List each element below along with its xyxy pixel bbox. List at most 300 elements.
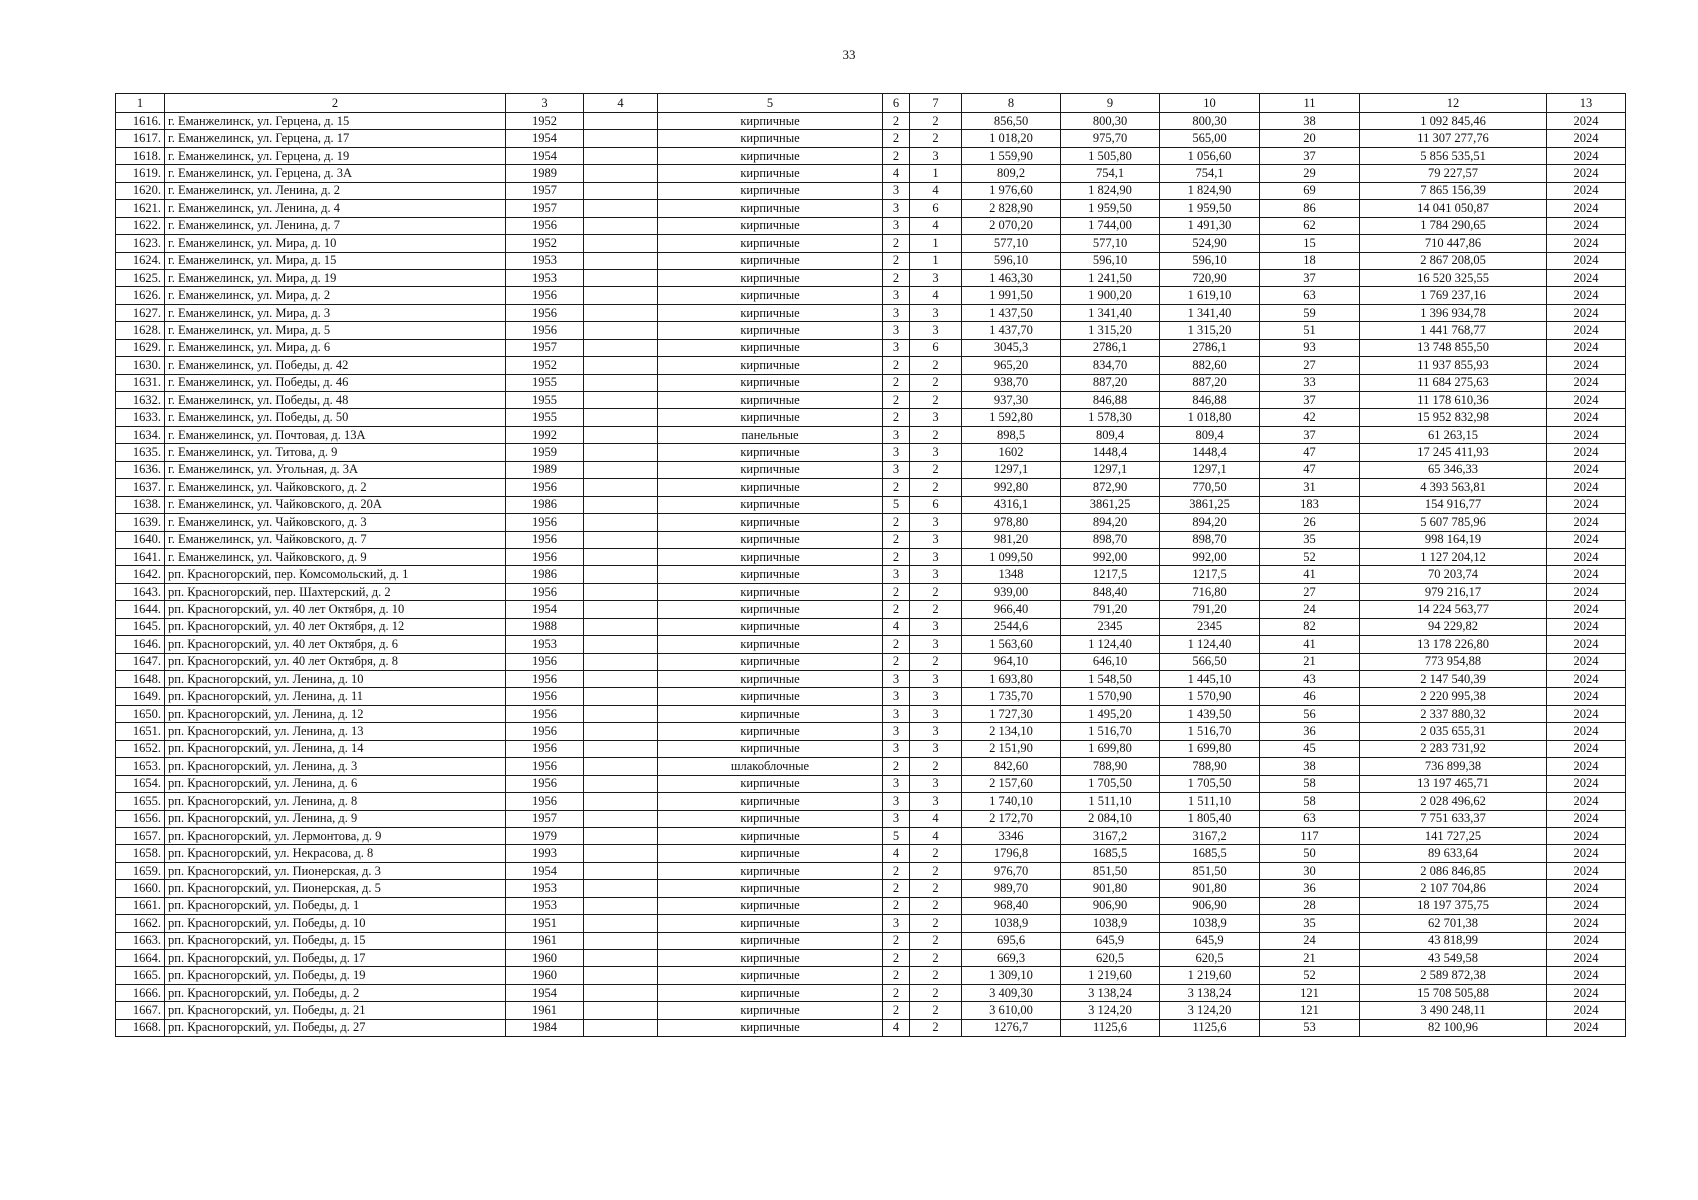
table-row xyxy=(116,862,1626,879)
table-cell-col-7: 3 xyxy=(910,409,962,426)
table-row xyxy=(116,252,1626,269)
table-cell-col-10: 770,50 xyxy=(1160,479,1260,496)
table-cell-col-2: рп. Красногорский, ул. 40 лет Октября, д. 12 xyxy=(165,618,506,635)
table-cell-col-7: 2 xyxy=(910,113,962,130)
table-cell-col-2: г. Еманжелинск, ул. Мира, д. 2 xyxy=(165,287,506,304)
table-row xyxy=(116,880,1626,897)
table-cell-col-5: кирпичные xyxy=(658,357,883,374)
table-cell-col-7: 6 xyxy=(910,339,962,356)
table-cell-col-12: 2 028 496,62 xyxy=(1360,793,1547,810)
table-cell-col-1: 1622. xyxy=(116,217,165,234)
table-cell-col-7: 2 xyxy=(910,1002,962,1019)
table-cell-col-7: 3 xyxy=(910,775,962,792)
table-cell-col-13: 2024 xyxy=(1547,566,1626,583)
table-cell-col-5: панельные xyxy=(658,426,883,443)
table-cell-col-9: 1 219,60 xyxy=(1061,967,1160,984)
table-cell-col-2: рп. Красногорский, ул. Победы, д. 27 xyxy=(165,1019,506,1036)
table-row xyxy=(116,479,1626,496)
table-cell-col-13: 2024 xyxy=(1547,967,1626,984)
table-cell-col-7: 3 xyxy=(910,444,962,461)
table-cell-col-13: 2024 xyxy=(1547,845,1626,862)
table-cell-col-4 xyxy=(584,810,658,827)
table-cell-col-10: 1 824,90 xyxy=(1160,182,1260,199)
table-cell-col-11: 35 xyxy=(1260,531,1360,548)
table-cell-col-13: 2024 xyxy=(1547,671,1626,688)
table-cell-col-7: 3 xyxy=(910,705,962,722)
table-cell-col-11: 93 xyxy=(1260,339,1360,356)
table-cell-col-10: 1685,5 xyxy=(1160,845,1260,862)
table-cell-col-1: 1647. xyxy=(116,653,165,670)
table-cell-col-7: 2 xyxy=(910,392,962,409)
table-cell-col-3: 1954 xyxy=(506,147,584,164)
table-cell-col-9: 1 578,30 xyxy=(1061,409,1160,426)
table-cell-col-2: г. Еманжелинск, ул. Мира, д. 6 xyxy=(165,339,506,356)
table-cell-col-7: 4 xyxy=(910,217,962,234)
table-header-row xyxy=(116,94,1626,113)
table-cell-col-10: 898,70 xyxy=(1160,531,1260,548)
table-cell-col-8: 965,20 xyxy=(962,357,1061,374)
table-cell-col-4 xyxy=(584,653,658,670)
table-cell-col-7: 3 xyxy=(910,566,962,583)
table-cell-col-4 xyxy=(584,322,658,339)
table-cell-col-4 xyxy=(584,548,658,565)
table-cell-col-3: 1957 xyxy=(506,339,584,356)
table-cell-col-12: 736 899,38 xyxy=(1360,758,1547,775)
table-cell-col-8: 577,10 xyxy=(962,235,1061,252)
table-cell-col-9: 894,20 xyxy=(1061,514,1160,531)
table-cell-col-5: кирпичные xyxy=(658,880,883,897)
table-cell-col-3: 1989 xyxy=(506,461,584,478)
table-cell-col-6: 4 xyxy=(883,1019,910,1036)
table-cell-col-2: рп. Красногорский, ул. Ленина, д. 11 xyxy=(165,688,506,705)
table-row xyxy=(116,601,1626,618)
table-cell-col-8: 937,30 xyxy=(962,392,1061,409)
table-cell-col-6: 2 xyxy=(883,374,910,391)
table-cell-col-8: 1348 xyxy=(962,566,1061,583)
table-cell-col-8: 2 172,70 xyxy=(962,810,1061,827)
table-cell-col-12: 43 818,99 xyxy=(1360,932,1547,949)
table-cell-col-5: кирпичные xyxy=(658,688,883,705)
table-cell-col-12: 5 607 785,96 xyxy=(1360,514,1547,531)
table-row xyxy=(116,723,1626,740)
table-cell-col-10: 1297,1 xyxy=(1160,461,1260,478)
table-cell-col-4 xyxy=(584,217,658,234)
table-cell-col-13: 2024 xyxy=(1547,479,1626,496)
table-cell-col-3: 1979 xyxy=(506,827,584,844)
table-cell-col-8: 1 099,50 xyxy=(962,548,1061,565)
table-cell-col-5: кирпичные xyxy=(658,950,883,967)
table-cell-col-3: 1955 xyxy=(506,409,584,426)
table-cell-col-8: 2 070,20 xyxy=(962,217,1061,234)
column-header-10: 10 xyxy=(1160,94,1260,113)
table-cell-col-7: 3 xyxy=(910,304,962,321)
table-row xyxy=(116,409,1626,426)
table-cell-col-3: 1953 xyxy=(506,897,584,914)
table-cell-col-9: 3 138,24 xyxy=(1061,984,1160,1001)
table-cell-col-4 xyxy=(584,915,658,932)
table-cell-col-8: 2 157,60 xyxy=(962,775,1061,792)
table-cell-col-10: 1 056,60 xyxy=(1160,147,1260,164)
table-cell-col-4 xyxy=(584,758,658,775)
table-cell-col-10: 1 439,50 xyxy=(1160,705,1260,722)
table-cell-col-5: кирпичные xyxy=(658,1019,883,1036)
table-cell-col-4 xyxy=(584,444,658,461)
table-cell-col-1: 1656. xyxy=(116,810,165,827)
table-cell-col-13: 2024 xyxy=(1547,392,1626,409)
table-cell-col-1: 1664. xyxy=(116,950,165,967)
table-cell-col-7: 2 xyxy=(910,426,962,443)
table-cell-col-2: г. Еманжелинск, ул. Победы, д. 46 xyxy=(165,374,506,391)
table-cell-col-4 xyxy=(584,566,658,583)
table-cell-col-12: 154 916,77 xyxy=(1360,496,1547,513)
table-cell-col-12: 5 856 535,51 xyxy=(1360,147,1547,164)
table-cell-col-2: рп. Красногорский, ул. Победы, д. 15 xyxy=(165,932,506,949)
table-cell-col-13: 2024 xyxy=(1547,688,1626,705)
table-cell-col-9: 872,90 xyxy=(1061,479,1160,496)
table-cell-col-7: 4 xyxy=(910,810,962,827)
table-cell-col-6: 2 xyxy=(883,601,910,618)
table-cell-col-13: 2024 xyxy=(1547,636,1626,653)
table-cell-col-3: 1952 xyxy=(506,235,584,252)
table-cell-col-6: 2 xyxy=(883,583,910,600)
table-row xyxy=(116,130,1626,147)
table-cell-col-1: 1621. xyxy=(116,200,165,217)
table-cell-col-3: 1956 xyxy=(506,723,584,740)
table-cell-col-13: 2024 xyxy=(1547,880,1626,897)
table-row xyxy=(116,182,1626,199)
table-cell-col-2: рп. Красногорский, ул. Победы, д. 10 xyxy=(165,915,506,932)
table-cell-col-6: 4 xyxy=(883,165,910,182)
table-cell-col-7: 3 xyxy=(910,636,962,653)
table-cell-col-6: 2 xyxy=(883,984,910,1001)
table-cell-col-10: 992,00 xyxy=(1160,548,1260,565)
table-cell-col-8: 1 018,20 xyxy=(962,130,1061,147)
table-cell-col-1: 1655. xyxy=(116,793,165,810)
table-cell-col-5: кирпичные xyxy=(658,548,883,565)
table-cell-col-12: 13 178 226,80 xyxy=(1360,636,1547,653)
table-cell-col-6: 2 xyxy=(883,514,910,531)
table-cell-col-7: 3 xyxy=(910,793,962,810)
table-cell-col-2: г. Еманжелинск, ул. Герцена, д. 3А xyxy=(165,165,506,182)
table-cell-col-10: 2786,1 xyxy=(1160,339,1260,356)
table-cell-col-3: 1956 xyxy=(506,531,584,548)
table-cell-col-7: 2 xyxy=(910,845,962,862)
table-cell-col-12: 4 393 563,81 xyxy=(1360,479,1547,496)
table-cell-col-6: 3 xyxy=(883,671,910,688)
table-cell-col-8: 1 727,30 xyxy=(962,705,1061,722)
table-cell-col-5: кирпичные xyxy=(658,636,883,653)
table-cell-col-13: 2024 xyxy=(1547,374,1626,391)
table-cell-col-12: 1 441 768,77 xyxy=(1360,322,1547,339)
table-cell-col-9: 800,30 xyxy=(1061,113,1160,130)
table-cell-col-3: 1956 xyxy=(506,217,584,234)
table-row xyxy=(116,775,1626,792)
table-cell-col-11: 37 xyxy=(1260,426,1360,443)
table-cell-col-8: 1 309,10 xyxy=(962,967,1061,984)
table-cell-col-7: 2 xyxy=(910,758,962,775)
table-cell-col-6: 3 xyxy=(883,688,910,705)
table-row xyxy=(116,548,1626,565)
table-cell-col-8: 989,70 xyxy=(962,880,1061,897)
table-cell-col-9: 791,20 xyxy=(1061,601,1160,618)
table-cell-col-6: 3 xyxy=(883,740,910,757)
table-cell-col-7: 2 xyxy=(910,130,962,147)
table-cell-col-3: 1992 xyxy=(506,426,584,443)
table-row xyxy=(116,235,1626,252)
table-cell-col-5: кирпичные xyxy=(658,113,883,130)
table-cell-col-4 xyxy=(584,636,658,653)
table-cell-col-2: г. Еманжелинск, ул. Мира, д. 15 xyxy=(165,252,506,269)
table-cell-col-9: 901,80 xyxy=(1061,880,1160,897)
table-cell-col-10: 565,00 xyxy=(1160,130,1260,147)
table-cell-col-4 xyxy=(584,862,658,879)
table-cell-col-12: 62 701,38 xyxy=(1360,915,1547,932)
page-number: 33 xyxy=(842,47,856,62)
table-cell-col-6: 2 xyxy=(883,269,910,286)
table-cell-col-7: 4 xyxy=(910,827,962,844)
table-cell-col-5: кирпичные xyxy=(658,618,883,635)
table-cell-col-1: 1662. xyxy=(116,915,165,932)
column-header-9: 9 xyxy=(1061,94,1160,113)
table-cell-col-10: 1 219,60 xyxy=(1160,967,1260,984)
table-cell-col-10: 894,20 xyxy=(1160,514,1260,531)
table-cell-col-4 xyxy=(584,252,658,269)
table-cell-col-13: 2024 xyxy=(1547,862,1626,879)
table-cell-col-12: 3 490 248,11 xyxy=(1360,1002,1547,1019)
table-cell-col-9: 846,88 xyxy=(1061,392,1160,409)
table-cell-col-12: 15 952 832,98 xyxy=(1360,409,1547,426)
table-cell-col-7: 2 xyxy=(910,374,962,391)
table-cell-col-5: кирпичные xyxy=(658,793,883,810)
table-cell-col-7: 2 xyxy=(910,479,962,496)
table-cell-col-8: 2 134,10 xyxy=(962,723,1061,740)
table-cell-col-10: 901,80 xyxy=(1160,880,1260,897)
table-cell-col-2: г. Еманжелинск, ул. Угольная, д. 3А xyxy=(165,461,506,478)
table-cell-col-4 xyxy=(584,880,658,897)
table-cell-col-4 xyxy=(584,514,658,531)
table-cell-col-10: 1 315,20 xyxy=(1160,322,1260,339)
table-cell-col-8: 1 463,30 xyxy=(962,269,1061,286)
table-cell-col-10: 754,1 xyxy=(1160,165,1260,182)
table-cell-col-9: 1 124,40 xyxy=(1061,636,1160,653)
table-cell-col-6: 2 xyxy=(883,479,910,496)
table-cell-col-5: кирпичные xyxy=(658,915,883,932)
table-cell-col-12: 70 203,74 xyxy=(1360,566,1547,583)
table-cell-col-11: 20 xyxy=(1260,130,1360,147)
table-cell-col-13: 2024 xyxy=(1547,618,1626,635)
table-cell-col-13: 2024 xyxy=(1547,653,1626,670)
table-cell-col-6: 5 xyxy=(883,827,910,844)
table-cell-col-9: 848,40 xyxy=(1061,583,1160,600)
table-cell-col-11: 69 xyxy=(1260,182,1360,199)
table-cell-col-6: 2 xyxy=(883,252,910,269)
table-cell-col-3: 1961 xyxy=(506,932,584,949)
table-cell-col-5: кирпичные xyxy=(658,514,883,531)
table-cell-col-13: 2024 xyxy=(1547,984,1626,1001)
table-cell-col-10: 1217,5 xyxy=(1160,566,1260,583)
table-row xyxy=(116,618,1626,635)
table-cell-col-4 xyxy=(584,775,658,792)
table-row xyxy=(116,915,1626,932)
table-cell-col-13: 2024 xyxy=(1547,758,1626,775)
table-cell-col-8: 3 610,00 xyxy=(962,1002,1061,1019)
table-cell-col-7: 2 xyxy=(910,880,962,897)
table-cell-col-3: 1955 xyxy=(506,392,584,409)
table-cell-col-9: 1448,4 xyxy=(1061,444,1160,461)
table-cell-col-8: 2 151,90 xyxy=(962,740,1061,757)
table-cell-col-2: рп. Красногорский, ул. Ленина, д. 8 xyxy=(165,793,506,810)
table-cell-col-4 xyxy=(584,793,658,810)
table-cell-col-2: г. Еманжелинск, ул. Победы, д. 50 xyxy=(165,409,506,426)
table-cell-col-11: 183 xyxy=(1260,496,1360,513)
table-cell-col-13: 2024 xyxy=(1547,357,1626,374)
column-header-12: 12 xyxy=(1360,94,1547,113)
table-cell-col-4 xyxy=(584,827,658,844)
table-cell-col-8: 669,3 xyxy=(962,950,1061,967)
table-cell-col-1: 1632. xyxy=(116,392,165,409)
table-cell-col-3: 1956 xyxy=(506,322,584,339)
table-cell-col-4 xyxy=(584,932,658,949)
table-cell-col-1: 1657. xyxy=(116,827,165,844)
table-cell-col-11: 36 xyxy=(1260,723,1360,740)
table-cell-col-5: кирпичные xyxy=(658,932,883,949)
table-row xyxy=(116,444,1626,461)
table-cell-col-2: рп. Красногорский, ул. Победы, д. 21 xyxy=(165,1002,506,1019)
table-cell-col-6: 2 xyxy=(883,950,910,967)
table-cell-col-5: кирпичные xyxy=(658,967,883,984)
table-cell-col-11: 56 xyxy=(1260,705,1360,722)
table-cell-col-12: 2 283 731,92 xyxy=(1360,740,1547,757)
table-cell-col-5: кирпичные xyxy=(658,322,883,339)
table-cell-col-5: кирпичные xyxy=(658,723,883,740)
table-row xyxy=(116,636,1626,653)
table-cell-col-12: 11 178 610,36 xyxy=(1360,392,1547,409)
column-header-2: 2 xyxy=(165,94,506,113)
table-cell-col-10: 809,4 xyxy=(1160,426,1260,443)
table-cell-col-11: 121 xyxy=(1260,984,1360,1001)
table-cell-col-8: 938,70 xyxy=(962,374,1061,391)
table-cell-col-8: 976,70 xyxy=(962,862,1061,879)
table-row xyxy=(116,932,1626,949)
table-cell-col-2: г. Еманжелинск, ул. Чайковского, д. 3 xyxy=(165,514,506,531)
table-cell-col-8: 1 437,50 xyxy=(962,304,1061,321)
table-cell-col-4 xyxy=(584,950,658,967)
table-cell-col-1: 1619. xyxy=(116,165,165,182)
table-cell-col-1: 1626. xyxy=(116,287,165,304)
table-cell-col-7: 2 xyxy=(910,967,962,984)
table-cell-col-1: 1666. xyxy=(116,984,165,1001)
table-cell-col-11: 46 xyxy=(1260,688,1360,705)
table-cell-col-2: рп. Красногорский, ул. Ленина, д. 9 xyxy=(165,810,506,827)
table-cell-col-9: 1 959,50 xyxy=(1061,200,1160,217)
table-cell-col-1: 1658. xyxy=(116,845,165,862)
table-cell-col-4 xyxy=(584,984,658,1001)
table-cell-col-12: 998 164,19 xyxy=(1360,531,1547,548)
table-cell-col-3: 1952 xyxy=(506,357,584,374)
table-cell-col-11: 27 xyxy=(1260,357,1360,374)
table-cell-col-13: 2024 xyxy=(1547,793,1626,810)
table-cell-col-10: 1 124,40 xyxy=(1160,636,1260,653)
table-cell-col-4 xyxy=(584,967,658,984)
table-cell-col-1: 1631. xyxy=(116,374,165,391)
table-cell-col-10: 1038,9 xyxy=(1160,915,1260,932)
table-cell-col-1: 1645. xyxy=(116,618,165,635)
table-cell-col-4 xyxy=(584,740,658,757)
table-cell-col-3: 1956 xyxy=(506,740,584,757)
table-cell-col-11: 47 xyxy=(1260,461,1360,478)
table-cell-col-7: 2 xyxy=(910,950,962,967)
table-cell-col-8: 1 693,80 xyxy=(962,671,1061,688)
table-cell-col-12: 141 727,25 xyxy=(1360,827,1547,844)
table-cell-col-3: 1984 xyxy=(506,1019,584,1036)
table-row xyxy=(116,200,1626,217)
table-cell-col-7: 2 xyxy=(910,1019,962,1036)
table-cell-col-13: 2024 xyxy=(1547,304,1626,321)
table-cell-col-10: 2345 xyxy=(1160,618,1260,635)
table-cell-col-10: 3 138,24 xyxy=(1160,984,1260,1001)
table-cell-col-4 xyxy=(584,200,658,217)
table-cell-col-9: 788,90 xyxy=(1061,758,1160,775)
table-cell-col-1: 1637. xyxy=(116,479,165,496)
table-cell-col-11: 33 xyxy=(1260,374,1360,391)
table-cell-col-4 xyxy=(584,671,658,688)
table-cell-col-11: 51 xyxy=(1260,322,1360,339)
table-cell-col-4 xyxy=(584,845,658,862)
table-cell-col-3: 1954 xyxy=(506,130,584,147)
table-cell-col-7: 6 xyxy=(910,496,962,513)
table-cell-col-10: 1 018,80 xyxy=(1160,409,1260,426)
table-cell-col-8: 4316,1 xyxy=(962,496,1061,513)
table-cell-col-10: 596,10 xyxy=(1160,252,1260,269)
table-cell-col-3: 1956 xyxy=(506,671,584,688)
table-cell-col-12: 2 035 655,31 xyxy=(1360,723,1547,740)
table-cell-col-1: 1646. xyxy=(116,636,165,653)
table-cell-col-5: кирпичные xyxy=(658,269,883,286)
table-cell-col-5: кирпичные xyxy=(658,827,883,844)
table-cell-col-1: 1628. xyxy=(116,322,165,339)
table-cell-col-8: 966,40 xyxy=(962,601,1061,618)
table-cell-col-7: 3 xyxy=(910,671,962,688)
table-cell-col-9: 851,50 xyxy=(1061,862,1160,879)
table-cell-col-4 xyxy=(584,182,658,199)
table-cell-col-8: 1 437,70 xyxy=(962,322,1061,339)
table-cell-col-12: 14 041 050,87 xyxy=(1360,200,1547,217)
table-cell-col-4 xyxy=(584,688,658,705)
column-header-6: 6 xyxy=(883,94,910,113)
table-cell-col-11: 52 xyxy=(1260,967,1360,984)
table-cell-col-3: 1960 xyxy=(506,950,584,967)
table-cell-col-8: 939,00 xyxy=(962,583,1061,600)
table-cell-col-13: 2024 xyxy=(1547,723,1626,740)
table-cell-col-12: 710 447,86 xyxy=(1360,235,1547,252)
table-cell-col-3: 1986 xyxy=(506,496,584,513)
table-cell-col-10: 1 699,80 xyxy=(1160,740,1260,757)
table-cell-col-7: 2 xyxy=(910,357,962,374)
table-cell-col-1: 1629. xyxy=(116,339,165,356)
table-cell-col-13: 2024 xyxy=(1547,252,1626,269)
table-cell-col-3: 1954 xyxy=(506,984,584,1001)
table-cell-col-7: 3 xyxy=(910,688,962,705)
table-cell-col-13: 2024 xyxy=(1547,583,1626,600)
column-header-4: 4 xyxy=(584,94,658,113)
table-cell-col-6: 3 xyxy=(883,775,910,792)
table-cell-col-8: 842,60 xyxy=(962,758,1061,775)
table-cell-col-7: 2 xyxy=(910,932,962,949)
table-cell-col-5: кирпичные xyxy=(658,775,883,792)
table-cell-col-12: 2 867 208,05 xyxy=(1360,252,1547,269)
table-row xyxy=(116,287,1626,304)
table-cell-col-12: 82 100,96 xyxy=(1360,1019,1547,1036)
